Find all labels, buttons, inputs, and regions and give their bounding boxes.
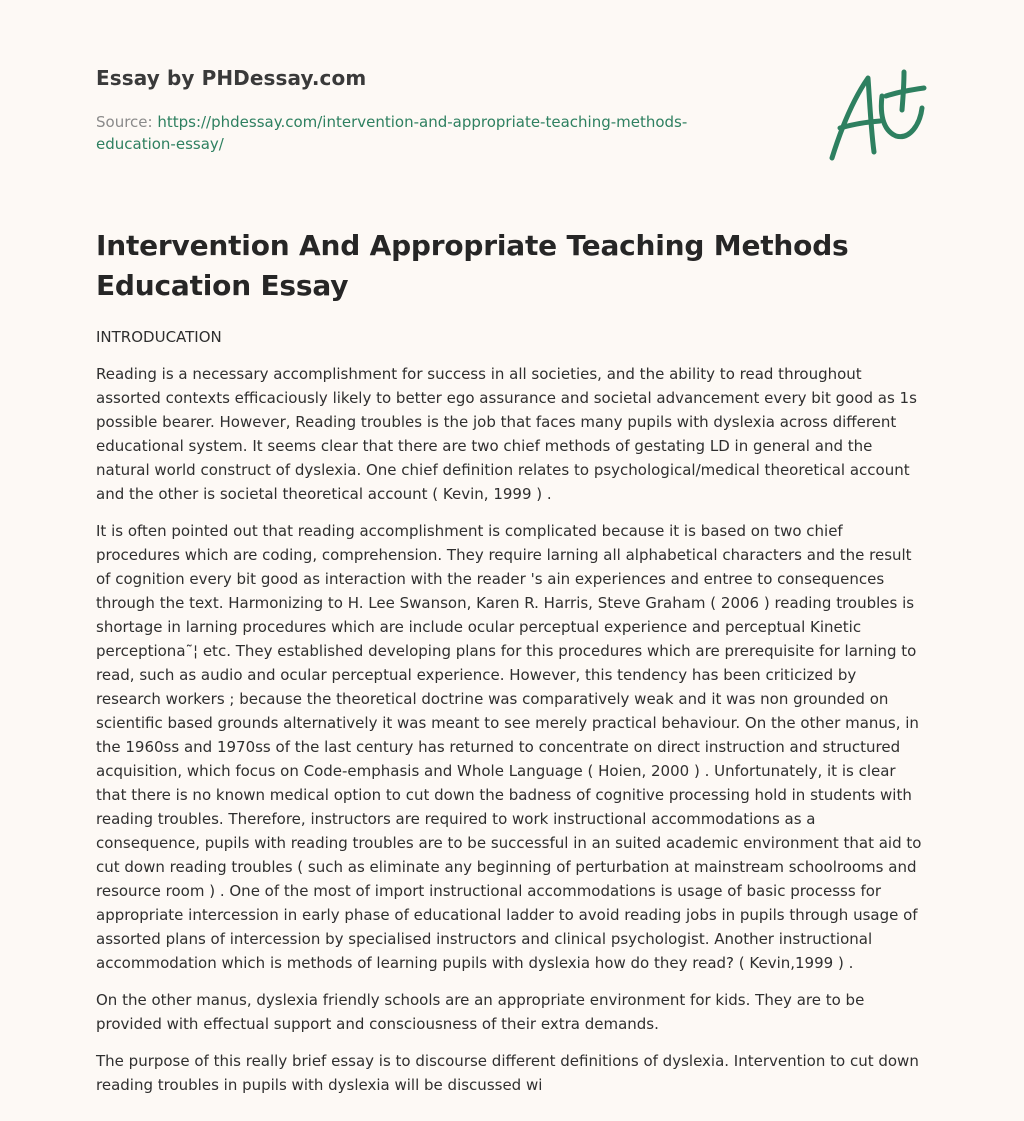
- essay-paragraph: On the other manus, dyslexia friendly schools are an appropriate environment for kids. They are to be provided with effectual support and consciousness of their extra demands.: [96, 991, 865, 1033]
- intro-heading: INTRODUCATION: [96, 328, 222, 346]
- essay-paragraph: It is often pointed out that reading accomplishment is complicated because it is based on two chief procedures which are coding, comprehension. They require larning all alphabetical characters and the result of cognition every bit good as interaction with the reader 's ain experiences and entree to consequences through the text. Harmonizing to H. Lee Swanson, Karen R. Harris, Steve Graham ( 2006 ) reading troubles is shortage in larning procedures which are include ocular perceptual experience and perceptual Kinetic perceptiona˜¦ etc. They established developing plans for this procedures which are prerequisite for larning to read, such as audio and ocular perceptual experience. However, this tendency has been criticized by research workers ; because the theoretical doctrine was comparatively weak and it was non grounded on scientific based grounds alternatively it was meant to see merely practical behaviour. On the other manus, in the 1960ss and 1970ss of the last century has returned to concentrate on direct instruction and structured acquisition, which focus on Code-emphasis and Whole Language ( Hoien, 2000 ) . Unfortunately, it is clear that there is no known medical option to cut down the badness of cognitive processing hold in students with reading troubles. Therefore, instructors are required to work instructional accommodations as a consequence, pupils with reading troubles are to be successful in an suited academic environment that aid to cut down reading troubles ( such as eliminate any beginning of perturbation at mainstream schoolrooms and resource room ) . One of the most of import instructional accommodations is usage of basic processs for appropriate intercession in early phase of educational ladder to avoid reading jobs in pupils through usage of assorted plans of intercession by specialised instructors and clinical psychologist. Another instructional accommodation which is methods of learning pupils with dyslexia how do they read? ( Kevin,1999 ) .: [96, 522, 922, 972]
- source-line: [96, 111, 716, 155]
- essay-paragraph: The purpose of this really brief essay is to discourse different definitions of dyslexia. Intervention to cut down reading troubles in pupils with dyslexia will be discussed wi: [96, 1052, 919, 1094]
- essay-body: [96, 325, 924, 1110]
- site-name: Essay by PHDessay.com: [96, 66, 367, 90]
- site-header: [96, 0, 924, 200]
- source-label: Source:: [96, 113, 158, 131]
- essay-paragraph: Reading is a necessary accomplishment for success in all societies, and the ability to read throughout assorted contexts efficaciously likely to better ego assurance and societal advancement every bit good as 1s possible bearer. However, Reading troubles is the job that faces many pupils with dyslexia across different educational system. It seems clear that there are two chief methods of gestating LD in general and the natural world construct of dyslexia. One chief definition relates to psychological/medical theoretical account and the other is societal theoretical account ( Kevin, 1999 ) .: [96, 365, 917, 503]
- a-plus-logo-icon: [824, 66, 928, 166]
- source-link[interactable]: https://phdessay.com/intervention-and-appropriate-teaching-methods-education-essay/: [96, 113, 688, 153]
- essay-title: Intervention And Appropriate Teaching Methods Education Essay: [96, 229, 849, 302]
- essay-page: [96, 0, 924, 1094]
